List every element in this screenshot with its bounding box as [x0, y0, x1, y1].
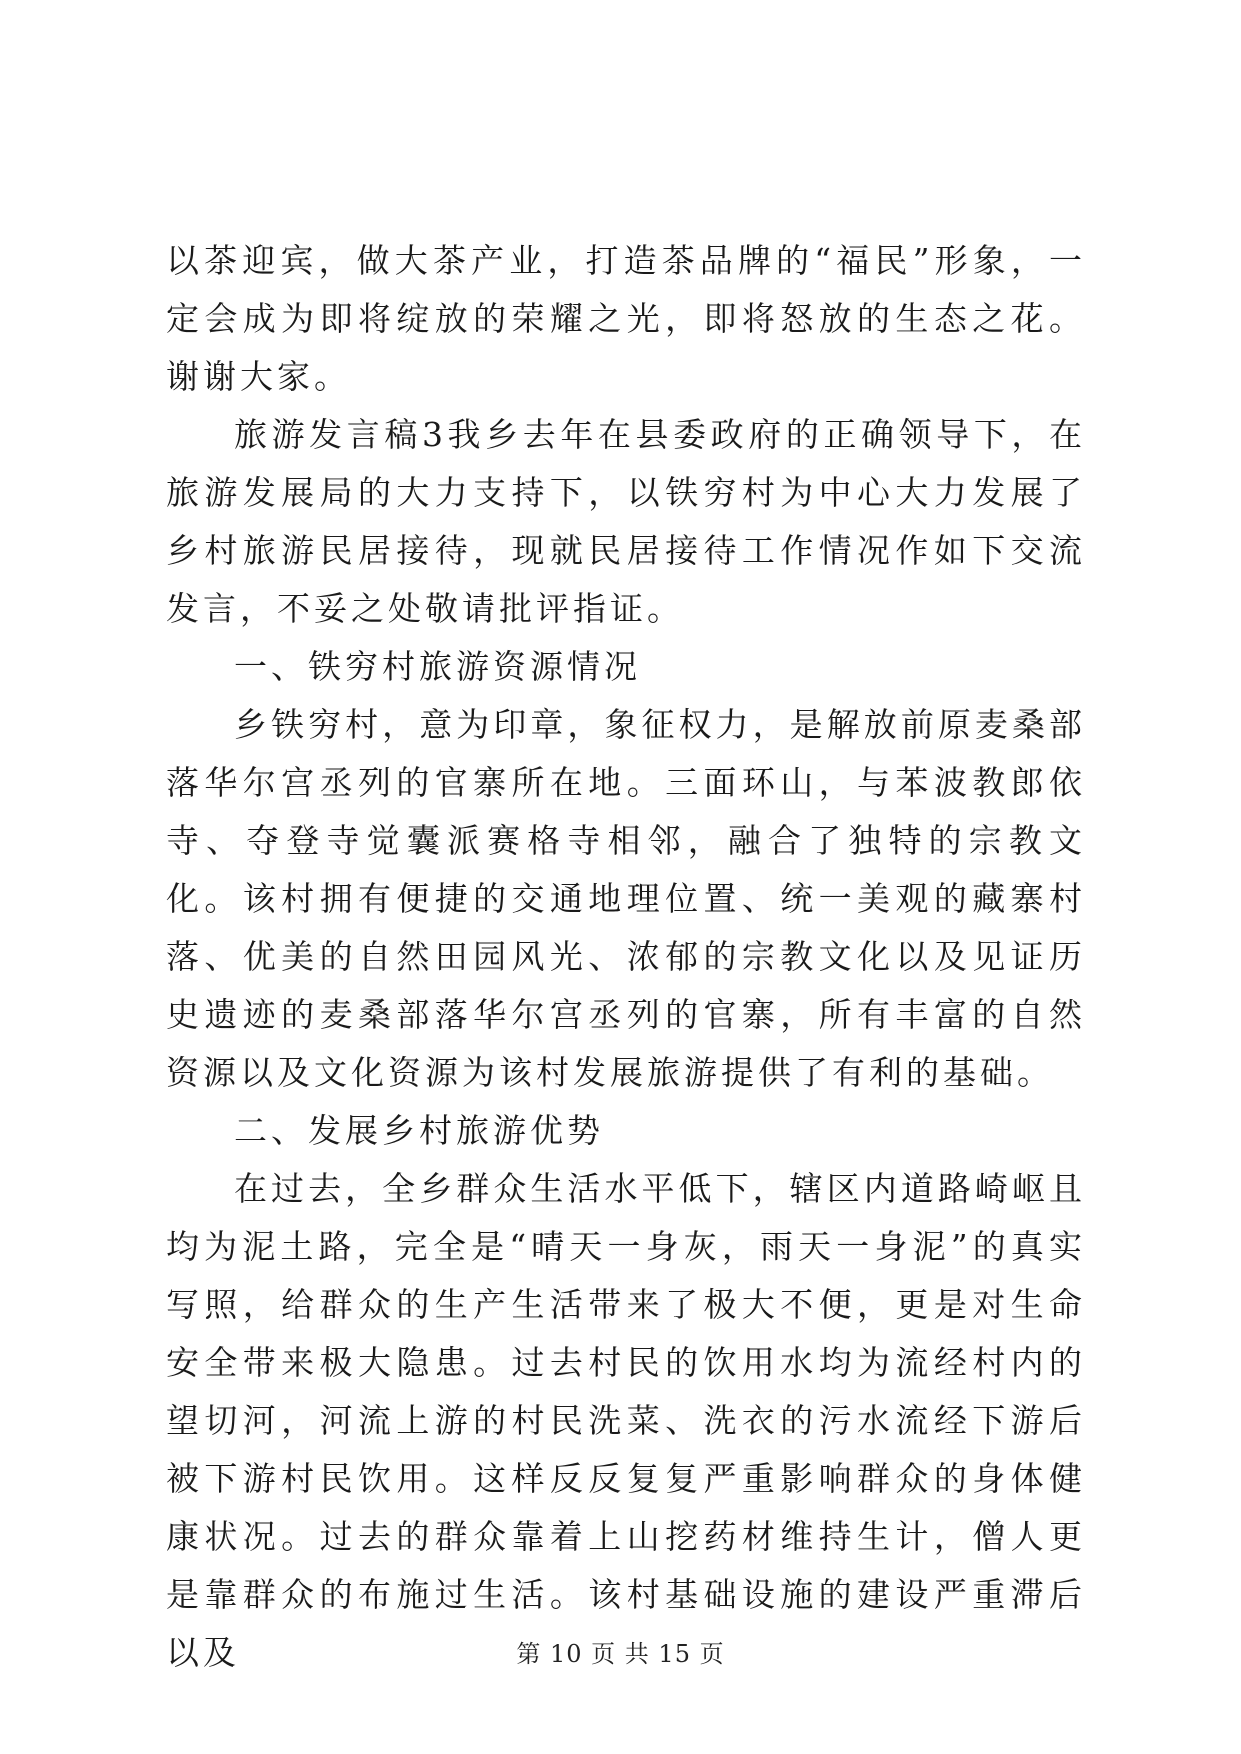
paragraph-closing: 以茶迎宾，做大茶产业，打造茶品牌的“福民”形象，一定会成为即将绽放的荣耀之光，即将怒放的生态之花。谢谢大家。	[166, 241, 1086, 396]
paragraph-advantages: 在过去，全乡群众生活水平低下，辖区内道路崎岖且均为泥土路，完全是“晴天一身灰，雨天一身泥”的真实写照，给群众的生产生活带来了极大不便，更是对生命安全带来极大隐患。过去村民的饮用水均为流经村内的望切河，河流上游的村民洗菜、洗衣的污水流经下游后被下游村民饮用。这样反反复复严重影响群众的身体健康状况。过去的群众靠着上山挖药材维持生计，僧人更是靠群众的布施过生活。该村基础设施的建设严重滞后以及	[166, 1169, 1086, 1672]
page-number-footer: 第 10 页 共 15 页	[516, 1640, 725, 1668]
section-heading-advantages: 二、发展乡村旅游优势	[234, 1111, 604, 1150]
section-heading-resources: 一、铁穷村旅游资源情况	[234, 647, 641, 686]
paragraph-speech-intro: 旅游发言稿3我乡去年在县委政府的正确领导下，在旅游发展局的大力支持下，以铁穷村为中心大力发展了乡村旅游民居接待，现就民居接待工作情况作如下交流发言，不妥之处敬请批评指证。	[166, 415, 1086, 628]
paragraph-resources: 乡铁穷村，意为印章，象征权力，是解放前原麦桑部落华尔宫丞列的官寨所在地。三面环山，与苯波教郎依寺、夺登寺觉囊派赛格寺相邻，融合了独特的宗教文化。该村拥有便捷的交通地理位置、统一美观的藏寨村落、优美的自然田园风光、浓郁的宗教文化以及见证历史遗迹的麦桑部落华尔宫丞列的官寨，所有丰富的自然资源以及文化资源为该村发展旅游提供了有利的基础。	[166, 705, 1086, 1092]
document-body	[166, 232, 1086, 1682]
